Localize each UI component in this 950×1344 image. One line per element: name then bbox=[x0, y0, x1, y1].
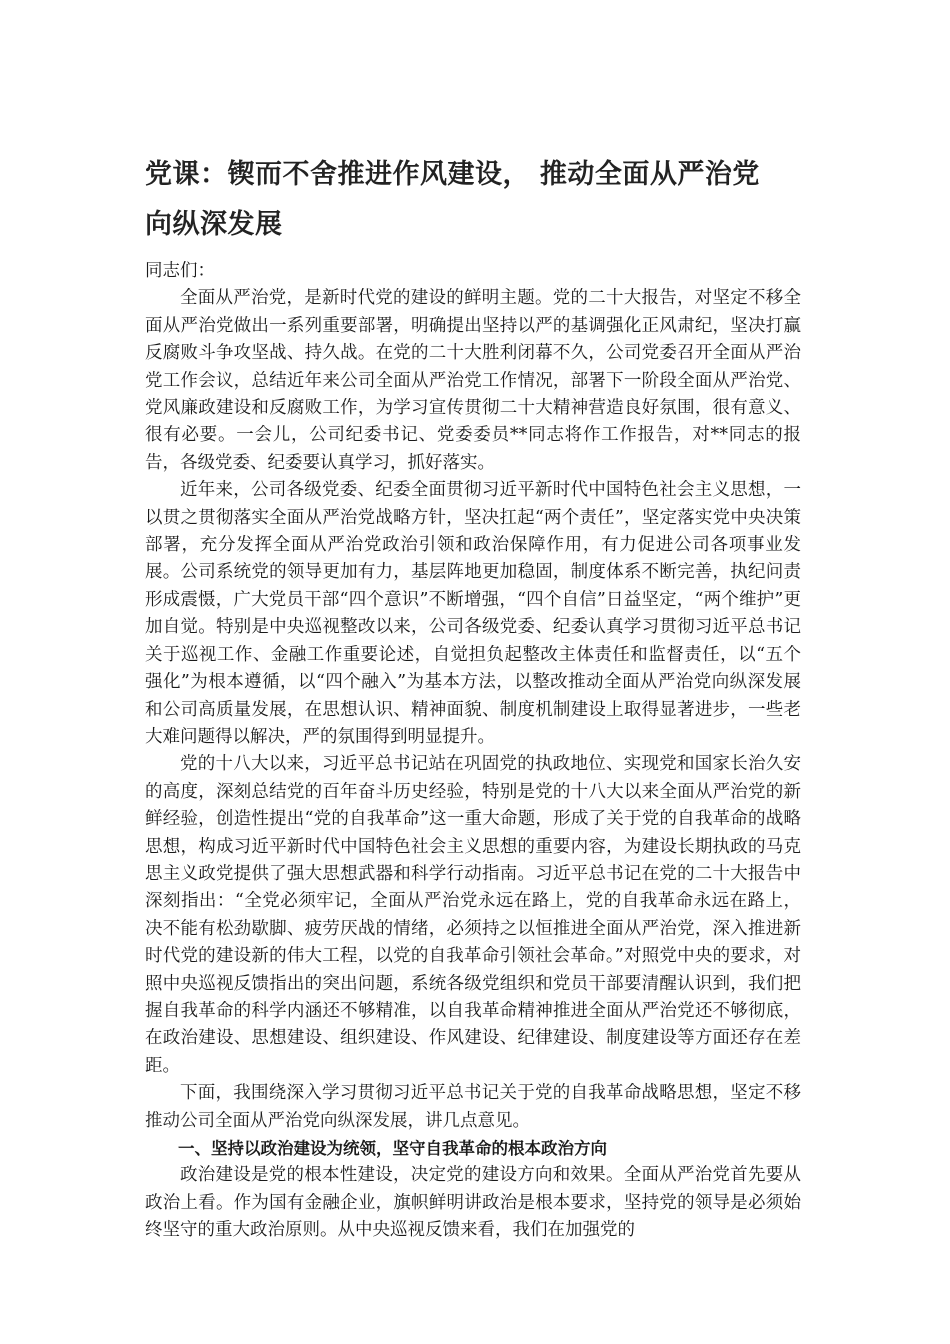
paragraph-3: 党的十八大以来，习近平总书记站在巩固党的执政地位、实现党和国家长治久安的高度，深刻总结党的百年奋斗历史经验，特别是党的十八大以来全面从严治党的新鲜经验，创造性提出“党的自我革命”这一重大命题，形成了关于党的自我革命的战略思想，构成习近平新时代中国特色社会主义思想的重要内容，为建设长期执政的马克思主义政党提供了强大思想武器和科学行动指南。习近平总书记在党的二十大报告中深刻指出：“全党必须牢记，全面从严治党永远在路上，党的自我革命永远在路上，决不能有松劲歇脚、疲劳厌战的情绪，必须持之以恒推进全面从严治党，深入推进新时代党的建设新的伟大工程，以党的自我革命引领社会革命。”对照党中央的要求，对照中央巡视反馈指出的突出问题，系统各级党组织和党员干部要清醒认识到，我们把握自我革命的科学内涵还不够精准，以自我革命精神推进全面从严治党还不够彻底，在政治建设、思想建设、组织建设、作风建设、纪律建设、制度建设等方面还存在差距。 bbox=[145, 754, 801, 1076]
paragraph-1: 全面从严治党，是新时代党的建设的鲜明主题。党的二十大报告，对坚定不移全面从严治党做出一系列重要部署，明确提出坚持以严的基调强化正风肃纪，坚决打赢反腐败斗争攻坚战、持久战。在党的二十大胜利闭幕不久，公司党委召开全面从严治党工作会议，总结近年来公司全面从严治党工作情况，部署下一阶段全面从严治党、党风廉政建设和反腐败工作，为学习宣传贯彻二十大精神营造良好氛围，很有意义、很有必要。一会儿，公司纪委书记、党委委员**同志将作工作报告，对**同志的报告，各级党委、纪委要认真学习，抓好落实。 bbox=[145, 288, 801, 473]
paragraph-4: 下面，我围绕深入学习贯彻习近平总书记关于党的自我革命战略思想，坚定不移推动公司全面从严治党向纵深发展，讲几点意见。 bbox=[145, 1083, 801, 1131]
salutation: 同志们： bbox=[145, 261, 215, 281]
title-line-2: 向纵深发展 bbox=[145, 209, 283, 240]
paragraph-2: 近年来，公司各级党委、纪委全面贯彻习近平新时代中国特色社会主义思想，一以贯之贯彻落实全面从严治党战略方针，坚决扛起“两个责任”，坚定落实党中央决策部署，充分发挥全面从严治党政治引领和政治保障作用，有力促进公司各项事业发展。公司系统党的领导更加有力，基层阵地更加稳固，制度体系不断完善，执纪问责形成震慑，广大党员干部“四个意识”不断增强，“四个自信”日益坚定，“两个维护”更加自觉。特别是中央巡视整改以来，公司各级党委、纪委认真学习贯彻习近平总书记关于巡视工作、金融工作重要论述，自觉担负起整改主体责任和监督责任，以“五个强化”为根本遵循，以“四个融入”为基本方法，以整改推动全面从严治党向纵深发展和公司高质量发展，在思想认识、精神面貌、制度机制建设上取得显著进步，一些老大难问题得以解决，严的氛围得到明显提升。 bbox=[145, 480, 801, 747]
section-paragraph: 政治建设是党的根本性建设，决定党的建设方向和效果。全面从严治党首先要从政治上看。作为国有金融企业，旗帜鲜明讲政治是根本要求，坚持党的领导是必须始终坚守的重大政治原则。从中央巡视反馈来看，我们在加强党的 bbox=[145, 1165, 801, 1241]
document-page bbox=[145, 150, 801, 1245]
document-body bbox=[145, 258, 801, 1245]
section-heading: 一、坚持以政治建设为统领，坚守自我革命的根本政治方向 bbox=[178, 1139, 607, 1158]
title-line-1: 党课：锲而不舍推进作风建设， 推动全面从严治党 bbox=[145, 159, 760, 190]
document-title bbox=[145, 150, 801, 250]
